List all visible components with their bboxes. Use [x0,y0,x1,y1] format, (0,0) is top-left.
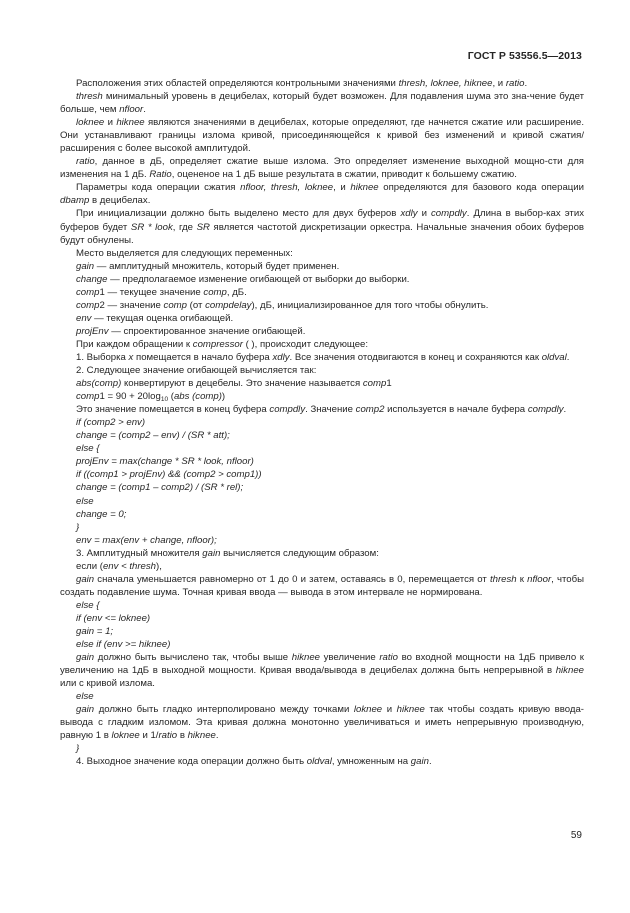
list-item: comp2 — значение comp (от compdelay), дБ, инициализированное для того чтобы обнулить. [76,299,489,311]
page-body [60,77,584,768]
paragraph: 2. Следующее значение огибающей вычисляется так: [76,365,317,377]
paragraph: 3. Амплитудный множителя gain вычисляется следующим образом: [76,547,379,559]
paragraph: abs(comp) конвертируют в децебелы. Это значение называется comp1 [76,378,392,390]
paragraph: Параметры кода операции сжатия nfloor, thresh, loknee, и hiknee определяются для базового кода операции dbamp в децибелах. [60,182,584,207]
paragraph: Это значение помещается в конец буфера compdly. Значение comp2 используется в начале буфера compdly. [76,404,567,416]
code-line: } [76,743,80,755]
paragraph: 4. Выходное значение кода операции должно быть oldval, умноженным на gain. [76,756,432,768]
code-line: } [76,521,80,533]
paragraph: 1. Выборка x помещается в начало буфера xdly. Все значения отодвигаются в конец и сохраняются как oldval. [76,351,570,363]
paragraph: gain сначала уменьшается равномерно от 1 до 0 и затем, оставаясь в 0, перемещается от thresh к nfloor, чтобы создать подавление шума. Точная кривая ввода — вывода в этом интервале не нормирована. [60,573,585,598]
code-line: gain = 1; [76,625,114,637]
paragraph: При инициализации должно быть выделено место для двух буферов xdly и compdly. Длина в выбор-ках этих буферов будет SR * look, где SR является частотой дискретизации оркестра. Начальные значения обоих буферов будут обнулены. [60,208,584,246]
list-item: env — текущая оценка огибающей. [76,312,234,324]
code-line: change = 0; [76,508,127,520]
code-line: env = max(env + change, nfloor); [76,534,217,546]
paragraph: Место выделяется для следующих переменных: [76,247,293,259]
list-item: change — предполагаемое изменение огибающей от выборки до выборки. [76,273,410,285]
paragraph: gain должно быть гладко интерполировано между точками loknee и hiknee так чтобы создать кривую ввода-вывода с гладким изломом. Эта кривая должна монотонно увеличиваться и иметь непрерывную производную, равную 1 в loknee и 1/ratio в hiknee. [60,704,584,742]
paragraph: При каждом обращении к compressor ( ), происходит следующее: [76,338,369,350]
paragraph: Расположения этих областей определяются контрольными значениями thresh, loknee, hiknee, и ratio. [76,78,528,89]
code-line: else if (env >= hiknee) [76,639,171,651]
code-line: change = (comp2 – env) / (SR * att); [76,430,230,442]
paragraph: ratio, данное в дБ, определяет сжатие выше излома. Это определяет изменение выходной мощно-сти для изменения на 1 дБ. Ratio, оцененое на 1 дБ выше результата в сжатии, приводит к большему сжатию. [60,156,584,181]
code-line: else { [76,443,100,455]
code-line: if (comp2 > env) [76,417,146,429]
list-item: projEnv — спроектированное значение огибающей. [76,325,306,337]
code-line: else { [76,599,100,611]
code-line: else [76,691,94,703]
paragraph: loknee и hiknee являются значениями в децибелах, которые определяют, где начнется сжатие или расширение. Они устанавливают границы излома кривой, присоединяющейся к кривой без изменений и кривой сжатия/расширения с более высокой амплитудой. [60,117,584,155]
code-line: change = (comp1 – comp2) / (SR * rel); [76,482,244,494]
paragraph: thresh минимальный уровень в децибелах, который будет возможен. Для подавления шума это зна-чение будет больше, чем nfloor. [60,91,584,116]
code-line: else [76,495,94,507]
formula: comp1 = $90 + 20\log_{10}$ (abs (comp)) [76,391,226,404]
code-line: if ((comp1 > projEnv) && (comp2 > comp1)) [76,469,262,481]
list-item: gain — амплитудный множитель, который будет применен. [76,260,340,272]
document-header: ГОСТ Р 53556.5—2013 [467,50,582,62]
code-line: if (env <= loknee) [76,612,151,624]
paragraph: если (env < thresh), [76,560,162,572]
code-line: projEnv = max(change * SR * look, nfloor) [76,456,254,468]
list-item: comp1 — текущее значение comp, дБ. [76,286,247,298]
paragraph: gain должно быть вычислено так, чтобы выше hiknee увеличение ratio во входной мощности на 1дБ привело к увеличению на 1дБ в выходной мощности. Кривая ввода/вывода в децибелах должна быть непрерывной в hiknee или с кривой излома. [60,652,585,690]
page-number: 59 [570,830,582,841]
